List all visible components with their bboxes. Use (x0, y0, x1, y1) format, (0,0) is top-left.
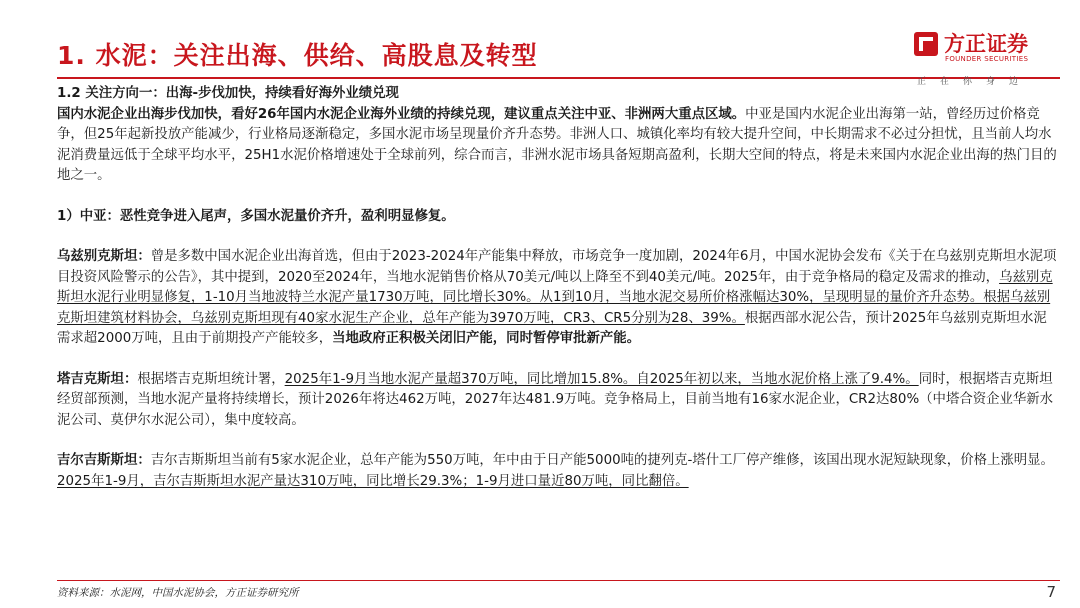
kyrgyzstan-underlined: 2025年1-9月，吉尔吉斯斯坦水泥产量达310万吨，同比增长29.3%；1-9月进口量近80万吨，同比翻倍。 (57, 473, 689, 489)
founder-securities-logo (912, 28, 1052, 86)
intro-bold: 国内水泥企业出海步伐加快，看好26年国内水泥企业海外业绩的持续兑现，建议重点关注中亚、非洲两大重点区域。 (57, 106, 746, 122)
intro-paragraph (57, 105, 1057, 187)
kyrgyzstan-text-1: 吉尔吉斯斯坦当前有5家水泥企业，总年产能为550万吨，年中由于日产能5000吨的捷列克-塔什工厂停产维修，该国出现水泥短缺现象，价格上涨明显。 (150, 453, 1054, 468)
title-divider (57, 77, 1060, 79)
tajikistan-paragraph (57, 370, 1057, 432)
intro-text: 中亚是国内水泥企业出海第一站，曾经历过价格竞争，但25年起新投放产能减少，行业格局逐渐稳定，多国水泥市场呈现量价齐升态势。非洲人口、城镇化率均有较大提升空间，中长期需求不必过分担忧，且当前人均水泥消费量远低于全球平均水平，25H1水泥价格增速处于全球前列，综合而言，非洲水泥市场具备短期高盈利，长期大空间的特点，将是未来国内水泥企业出海的热门目的地之一。 (57, 106, 1057, 183)
section-subtitle: 1.2 关注方向一：出海-步伐加快，持续看好海外业绩兑现 (57, 86, 399, 101)
source-note: 资料来源：水泥网，中国水泥协会，方正证券研究所 (57, 587, 299, 599)
uzbekistan-text-1: 曾是多数中国水泥企业出海首选，但由于2023-2024年产能集中释放，市场竞争一度加剧，2024年6月，中国水泥协会发布《关于在乌兹别克斯坦水泥项目投资风险警示的公告》，其中提到，2020至2024年，当地水泥销售价格从70美元/吨以上降至不到40美元/吨。2025年，由于竞争格局的稳定及需求的推动， (57, 249, 1057, 285)
logo-name-cn: 方正证券 (944, 32, 1028, 56)
logo-name-en: FOUNDER SECURITIES (945, 55, 1029, 63)
uzbekistan-paragraph (57, 247, 1057, 350)
page-title: 1. 水泥：关注出海、供给、高股息及转型 (57, 41, 538, 70)
kyrgyzstan-label: 吉尔吉斯斯坦： (57, 453, 151, 468)
footer-divider (57, 580, 1060, 581)
uzbekistan-label: 乌兹别克斯坦： (57, 249, 151, 264)
kyrgyzstan-paragraph (57, 451, 1057, 492)
logo-tagline: 正在你身边 (917, 77, 1033, 87)
uzbekistan-underlined: 乌兹别克斯坦水泥行业明显修复，1-10月当地波特兰水泥产量1730万吨，同比增长30%。从1到10月，当地水泥交易所价格涨幅达30%，呈现明显的量价齐升态势。根据乌兹别克斯坦建筑材料协会，乌兹别克斯坦现有40家水泥生产企业，总年产能为3970万吨，CR3、CR5分别为28、39%。 (57, 269, 1053, 326)
tajikistan-text-2: 同时，根据塔吉克斯坦经贸部预测，当地水泥产量将持续增长，预计2026年将达462万吨，2027年达481.9万吨。竞争格局上，目前当地有16家水泥企业，CR2达80%（中塔合资企业华新水泥公司、莫伊尔水泥公司），集中度较高。 (57, 371, 1054, 428)
tajikistan-label: 塔吉克斯坦： (57, 371, 138, 387)
tajikistan-text-1: 根据塔吉克斯坦统计署， (137, 371, 285, 387)
founder-logo-icon (912, 30, 940, 58)
central-asia-heading: 1）中亚：恶性竞争进入尾声，多国水泥量价齐升，盈利明显修复。 (57, 208, 455, 224)
main-content (57, 84, 1057, 492)
tajikistan-underlined: 2025年1-9月当地水泥产量超370万吨，同比增加15.8%。自2025年初以来，当地水泥价格上涨了9.4%。 (284, 371, 919, 387)
page-number: 7 (1046, 583, 1056, 601)
uzbekistan-text-2: 根据西部水泥公告，预计2025年乌兹别克斯坦水泥需求超2000万吨，且由于前期投产产能较多， (57, 310, 1047, 346)
uzbekistan-bold: 当地政府正积极关闭旧产能，同时暂停审批新产能。 (332, 331, 641, 346)
